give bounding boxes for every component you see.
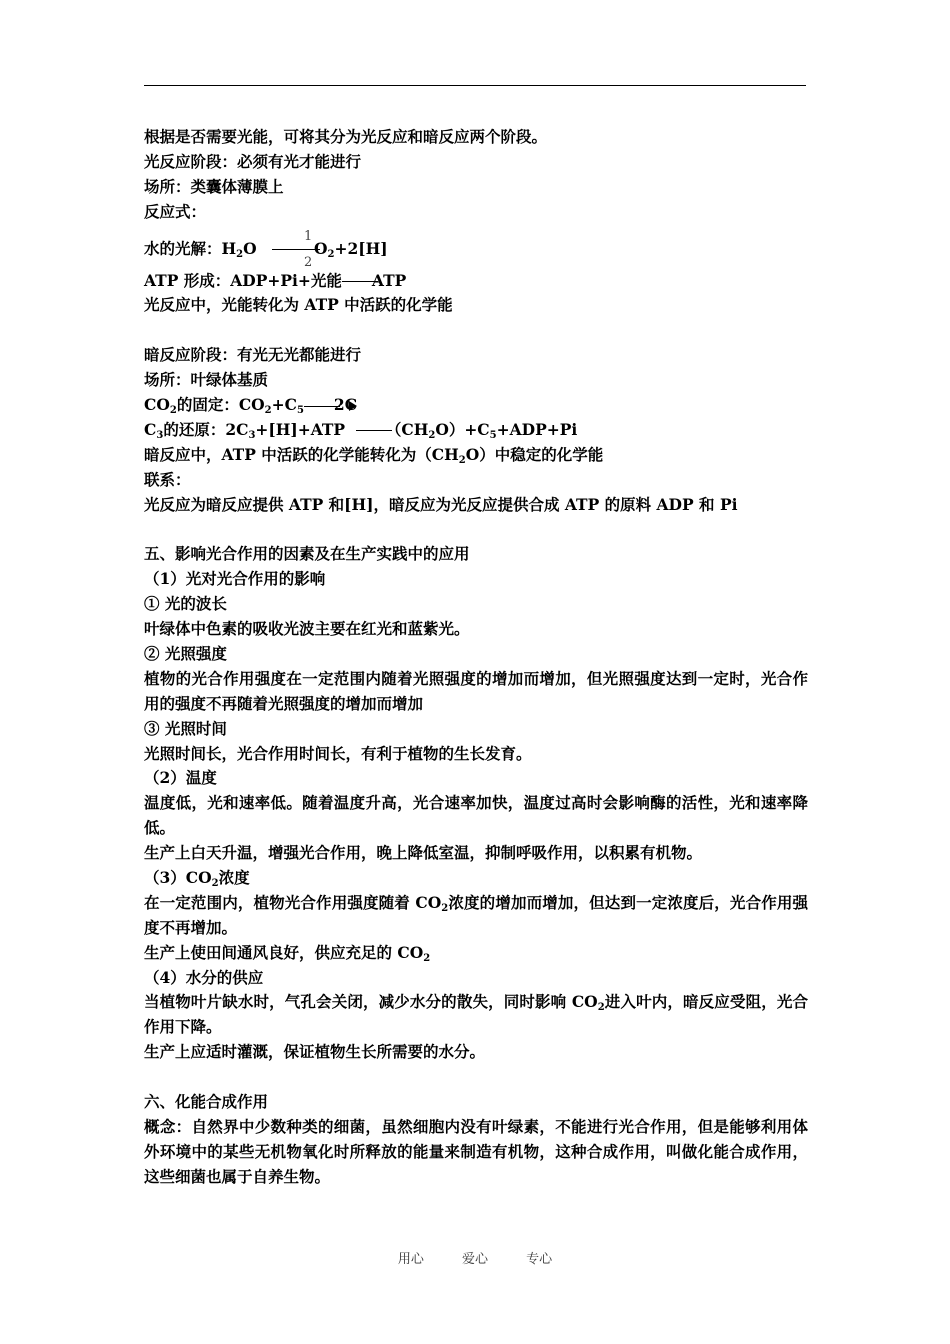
text-line: 反应式： <box>144 201 207 221</box>
paragraph: 植物的光合作用强度在一定范围内随着光照强度的增加而增加，但光照强度达到一定时，光合作用的强度不再随着光照强度的增加而增加 <box>144 668 808 713</box>
list-item: ① 光的波长 <box>144 594 227 614</box>
co2-fixation-equation: $CO_2$的固定：$CO_2+C_5$ 2C <box>144 395 358 417</box>
text-line: 生产上应适时灌溉，保证植物生长所需要的水分。 <box>144 1042 486 1062</box>
footer-text: 专心 <box>526 1252 553 1267</box>
text-line: 生产上使田间通风良好，供应充足的 $CO_2$ <box>144 942 431 964</box>
atp-formation-equation: ATP 形成：ADP+Pi+光能 ATP <box>144 270 407 290</box>
reaction-arrow <box>272 249 320 250</box>
header-rule <box>144 85 806 86</box>
footer-text: 用心 <box>397 1252 424 1267</box>
water-photolysis-equation: 水的光解：$H_2O$ 1 2 $O_2+2[H]$ <box>144 228 388 270</box>
text-line: 暗反应阶段：有光无光都能进行 <box>144 345 362 365</box>
paragraph: 温度低，光和速率低。随着温度升高，光合速率加快，温度过高时会影响酶的活性，光和速率降低。 <box>144 793 808 838</box>
text-line: 光照时间长，光合作用时间长，有利于植物的生长发育。 <box>144 743 532 763</box>
blank-line <box>144 1065 808 1090</box>
paragraph: 概念：自然界中少数种类的细菌，虽然细胞内没有叶绿素，不能进行光合作用，但是能够利用体外环境中的某些无机物氧化时所释放的能量来制造有机物，这种合成作用，叫做化能合成作用，这些细菌也属于自养生物。 <box>144 1116 808 1186</box>
footer-text: 爱心 <box>461 1252 488 1267</box>
text-line: 光反应阶段：必须有光才能进行 <box>144 151 362 171</box>
page-footer <box>0 1248 950 1267</box>
list-item: ③ 光照时间 <box>144 718 227 738</box>
subsection-heading: $(3)CO_2$浓度 <box>144 868 250 889</box>
text-line: 联系： <box>144 469 191 489</box>
section-heading: 六、化能合成作用 <box>144 1092 269 1112</box>
reaction-arrow <box>356 430 392 431</box>
fraction-half: 1 2 <box>304 228 313 270</box>
text-line: 光反应为暗反应提供 ATP 和[H]，暗反应为光反应提供合成 ATP 的原料 ADP 和 Pi <box>144 494 738 514</box>
section-heading: 五、影响光合作用的因素及在生产实践中的应用 <box>144 544 470 564</box>
subsection-heading: （4）水分的供应 <box>144 967 264 987</box>
blank-line <box>144 517 808 542</box>
paragraph: 在一定范围内，植物光合作用强度随着 $CO_2$浓度的增加而增加，但达到一定浓度后，光合作用强度不再增加。 <box>144 892 808 937</box>
reaction-arrow <box>342 281 378 282</box>
text-line: 场所：类囊体薄膜上 <box>144 176 284 196</box>
paragraph: 当植物叶片缺水时，气孔会关闭，减少水分的散失，同时影响 $CO_2$进入叶内，暗反应受阻，光合作用下降。 <box>144 992 808 1037</box>
text-line: 暗反应中，ATP 中活跃的化学能转化为$(CH_2O)$中稳定的化学能 <box>144 444 604 466</box>
reaction-arrow <box>304 406 340 407</box>
document-body <box>144 125 808 1190</box>
text-line: 光反应中，光能转化为 ATP 中活跃的化学能 <box>144 295 453 315</box>
text-line: 生产上白天升温，增强光合作用，晚上降低室温，抑制呼吸作用，以积累有机物。 <box>144 843 703 863</box>
text-line: 根据是否需要光能，可将其分为光反应和暗反应两个阶段。 <box>144 127 548 146</box>
c3-reduction-equation: $C_3$的还原：$2C_3+[H]+ATP$ $(CH_2O)+C_5+ADP+Pi$ <box>144 419 578 441</box>
subsection-heading: （1）光对光合作用的影响 <box>144 569 326 589</box>
text-line: 场所：叶绿体基质 <box>144 370 269 390</box>
text-line: 叶绿体中色素的吸收光波主要在红光和蓝紫光。 <box>144 619 470 639</box>
list-item: ② 光照强度 <box>144 643 227 663</box>
subsection-heading: （2）温度 <box>144 768 217 788</box>
blank-line <box>144 318 808 343</box>
arrowhead-icon <box>349 401 357 411</box>
